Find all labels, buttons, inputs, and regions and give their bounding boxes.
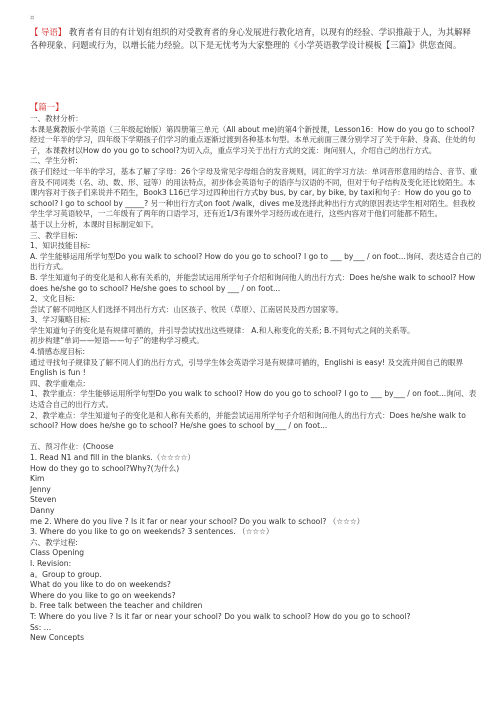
body-line: 初步构建“单词——短语——句子”的建构学习模式。 bbox=[30, 336, 204, 346]
section-title: 【篇一】 bbox=[30, 102, 64, 112]
body-line: New Concepts bbox=[30, 633, 85, 643]
body-line: 六、教学过程: bbox=[30, 537, 78, 547]
body-line: 三、教学目标: bbox=[30, 230, 78, 240]
body-line: 1、知识技能目标: bbox=[30, 241, 91, 251]
body-line: How do they go to school?Why?(为什么) bbox=[30, 463, 180, 473]
body-line: 1. Read N1 and fill in the blanks.（☆☆☆☆） bbox=[30, 453, 195, 462]
page-mark: ¤ bbox=[30, 14, 35, 22]
body-line: Kim bbox=[30, 474, 45, 484]
body-line: 二、学生分析: bbox=[30, 156, 78, 166]
body-line: 3、学习策略目标: bbox=[30, 315, 91, 325]
body-line: 通过寻找句子规律及了解不同人们的出行方式，引导学生体会英语学习是有规律可循的，Englishi is easy! 及交流并阅自己的眼界English is fun ! bbox=[30, 357, 464, 378]
body-line: Danny bbox=[30, 505, 55, 515]
body-line: 3. Where do you like to go on weekends? 3 sentences. （☆☆☆） bbox=[30, 527, 274, 537]
body-line: 2、教学难点：学生知道句子的变化是和人称有关系的，并能尝试运用所学句子介绍和询问他人的出行方式：Does he/she walk to school? How does he/she go to school? He/she goes to school by___ / on foot... bbox=[30, 410, 466, 431]
article-body bbox=[30, 114, 482, 644]
body-line: a。Group to group. bbox=[30, 569, 102, 579]
body-line: T: Where do you live ? Is it far or near your school? Do you walk to school? How do you go to school? bbox=[30, 611, 411, 621]
body-line: B. 学生知道句子的变化是和人称有关系的，并能尝试运用所学句子介绍和询问他人的出行方式：Does he/she walk to school? How does he/she go to school? He/she goes to school by ___ / on foot... bbox=[30, 272, 476, 293]
body-line: 一、教材分析： bbox=[30, 114, 83, 123]
body-line: I. Revision: bbox=[30, 558, 72, 568]
body-line: me 2. Where do you live ? Is it far or near your school? Do you walk to school? （☆☆☆） bbox=[30, 516, 365, 526]
body-line bbox=[30, 432, 482, 443]
body-line: 五、预习作业：(Choose bbox=[30, 442, 114, 452]
body-line: 2、文化目标: bbox=[30, 294, 76, 304]
body-line: Ss: … bbox=[30, 622, 52, 632]
body-line: 1、教学重点：学生能够运用所学句型Do you walk to school? How do you go to school? I go to ___ by___ / on foot...询问、表达适合自己的出行方式。 bbox=[30, 389, 477, 410]
body-line: 孩子们经过一年半的学习，基本了解了字母：26个字母及常见字母组合的发音规则，词汇的学习方法：单词音形意用的结合、音节、重音及不同词类（名、动、数、形、冠等）的用法特点，初步体会英语句子的语序与汉语的不同，但对于句子结构及变化还比较陌生。本课内容对于孩子们来说并不陌生，Book3 L16已学习过四种出行方式by bus, by car, by bike, by taxi和句子：How do you go to school? I go to school by _____? 另一种出行方式on foot /walk，dives me及选择此种出行方式的原因表达学生相对陌生。但我校学生学习英语较早，一二年级有了两年的口语学习，还有近1/3有课外学习经历或在进行，这些内容对于他们可能都不陌生。 bbox=[30, 166, 478, 219]
body-line: 基于以上分析，本课时目标制定如下。 bbox=[30, 219, 159, 229]
body-line: b. Free talk between the teacher and children bbox=[30, 601, 203, 611]
body-line: 尝试了解不同地区人们选择不同出行方式：山区孩子、牧民（草原）、江南居民及西方国家等。 bbox=[30, 304, 344, 314]
body-line: Where do you like to go on weekends? bbox=[30, 590, 176, 600]
body-line: 四、教学重难点: bbox=[30, 378, 86, 388]
body-line: A. 学生能够运用所学句型Do you walk to school? How do you go to school? I go to ___ by___ / on foot...询问、表达适合自己的出行方式。 bbox=[30, 251, 482, 272]
body-line: 本课是冀教版小学英语（三年级起始版）第四册第三单元（All about me)的第4个新授课，Lesson16：How do you go to school? 经过一年半的学习，四年级下学期孩子们学习的重点逐渐过渡到各种基本句型。本单元前面三课分别学习了关于年龄、身高、住处的句子，本课教材以How do you go to school?为切入点，重点学习关于出行方式的交流：询问别人，介绍自己的出行方式。 bbox=[30, 124, 476, 155]
intro-paragraph bbox=[30, 26, 478, 51]
body-line: What do you like to do on weekends? bbox=[30, 580, 171, 590]
body-line: 4.情感态度目标: bbox=[30, 347, 86, 357]
body-line: 学生知道句子的变化是有规律可循的，并引导尝试找出这些规律： A.和人称变化的关系; B.不同句式之间的关系等。 bbox=[30, 325, 415, 335]
body-line: Steven bbox=[30, 495, 57, 505]
intro-text: 教育者有目的有计划有组织的对受教育者的身心发展进行教化培育，以现有的经验、学识推敲于人，为其解释各种现象、问题或行为，以增长能力经验。以下是无忧考为大家整理的《小学英语教学设计模板【三篇】》供您查阅。 bbox=[30, 27, 471, 50]
body-line: Class Opening bbox=[30, 548, 85, 558]
body-line: Jenny bbox=[30, 484, 51, 494]
intro-tag: 【 导语】 bbox=[30, 27, 67, 37]
